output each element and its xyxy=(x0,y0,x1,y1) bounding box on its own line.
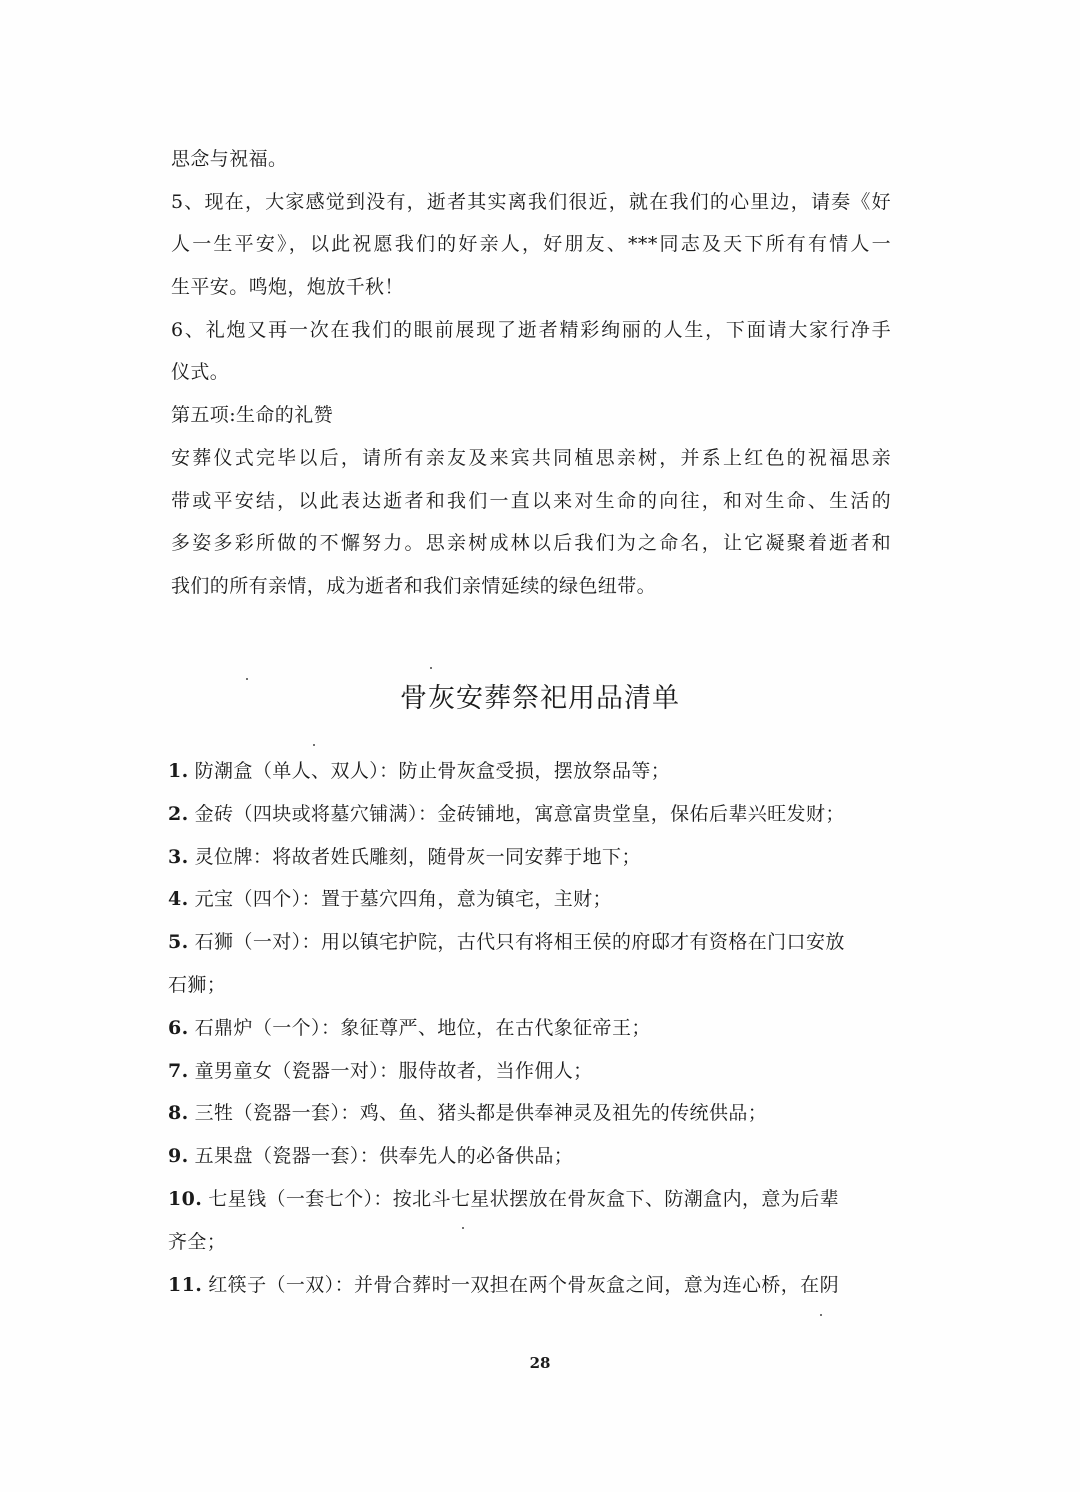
scan-speck xyxy=(313,744,315,746)
list-item xyxy=(168,836,890,879)
list-item-continuation xyxy=(168,1221,890,1264)
list-item xyxy=(168,1264,890,1307)
text-line: 思念与祝福。 xyxy=(171,148,288,170)
item-text: 七星钱（一套七个）：按北斗七星状摆放在骨灰盒下、防潮盒内，意为后辈 xyxy=(208,1187,839,1210)
item-text: 五果盘（瓷器一套）：供奉先人的必备供品； xyxy=(194,1145,574,1168)
item-text: 齐全； xyxy=(168,1230,227,1253)
item-number: 6. xyxy=(168,1016,189,1039)
scan-speck xyxy=(820,1314,822,1316)
list-item xyxy=(168,1007,890,1050)
item-text: 元宝（四个）：置于墓穴四角，意为镇宅，主财； xyxy=(194,888,612,911)
list-item xyxy=(168,1135,890,1178)
item-text: 石鼎炉（一个）：象征尊严、地位，在古代象征帝王； xyxy=(194,1016,651,1039)
page-number: 28 xyxy=(529,1354,551,1372)
list-item xyxy=(168,1050,890,1093)
list-item xyxy=(168,1178,890,1221)
supplies-list xyxy=(168,750,890,1306)
item-number: 4. xyxy=(168,888,189,911)
item-text: 防潮盒（单人、双人）：防止骨灰盒受损，摆放祭品等； xyxy=(194,760,671,782)
item-text: 金砖（四块或将墓穴铺满）：金砖铺地，寓意富贵堂皇，保佑后辈兴旺发财； xyxy=(194,802,845,825)
item-number: 3. xyxy=(168,845,189,868)
item-text: 灵位牌：将故者姓氏雕刻，随骨灰一同安葬于地下； xyxy=(194,845,641,868)
list-item xyxy=(168,878,890,921)
list-item-continuation xyxy=(168,964,890,1007)
list-item xyxy=(168,921,890,964)
text-line: 多姿多彩所做的不懈努力。思亲树成林以后我们为之命名，让它凝聚着逝者和 xyxy=(171,532,891,555)
item-text: 童男童女（瓷器一对）：服侍故者，当作佣人； xyxy=(194,1059,593,1082)
text-line: 5、现在，大家感觉到没有，逝者其实离我们很近，就在我们的心里边，请奏《好 xyxy=(171,190,891,213)
text-line: 带或平安结，以此表达逝者和我们一直以来对生命的向往，和对生命、生活的 xyxy=(171,489,891,512)
text-line: 我们的所有亲情，成为逝者和我们亲情延续的绿色纽带。 xyxy=(171,574,657,597)
text-line: 人一生平安》，以此祝愿我们的好亲人，好朋友、***同志及天下所有有情人一 xyxy=(171,233,891,256)
item-number: 1. xyxy=(168,760,189,782)
item-number: 8. xyxy=(168,1102,189,1125)
text-line: 仪式。 xyxy=(171,361,230,384)
item-number: 7. xyxy=(168,1059,189,1082)
list-item xyxy=(168,750,890,793)
section-heading: 第五项:生命的礼赞 xyxy=(171,404,334,427)
scan-speck xyxy=(462,1227,464,1229)
item-text: 石狮； xyxy=(168,973,227,996)
list-item xyxy=(168,1092,890,1135)
ceremony-text xyxy=(171,138,891,608)
scan-speck xyxy=(246,678,248,680)
text-line: 安葬仪式完毕以后，请所有亲友及来宾共同植思亲树，并系上红色的祝福思亲 xyxy=(171,446,891,469)
item-text: 三牲（瓷器一套）：鸡、鱼、猪头都是供奉神灵及祖先的传统供品； xyxy=(194,1102,768,1125)
list-item xyxy=(168,793,890,836)
text-line: 6、礼炮又再一次在我们的眼前展现了逝者精彩绚丽的人生，下面请大家行净手 xyxy=(171,318,891,341)
scan-speck xyxy=(430,667,432,669)
item-number: 2. xyxy=(168,802,189,825)
item-number: 9. xyxy=(168,1145,189,1168)
item-text: 红筷子（一双）：并骨合葬时一双担在两个骨灰盒之间，意为连心桥，在阴 xyxy=(208,1273,839,1296)
item-number: 5. xyxy=(168,931,189,954)
list-title: 骨灰安葬祭祀用品清单 xyxy=(400,683,680,714)
item-number: 11. xyxy=(168,1273,203,1296)
item-number: 10. xyxy=(168,1187,203,1210)
text-line: 生平安。鸣炮，炮放千秋！ xyxy=(171,276,404,299)
item-text: 石狮（一对）：用以镇宅护院，古代只有将相王侯的府邸才有资格在门口安放 xyxy=(194,931,845,954)
